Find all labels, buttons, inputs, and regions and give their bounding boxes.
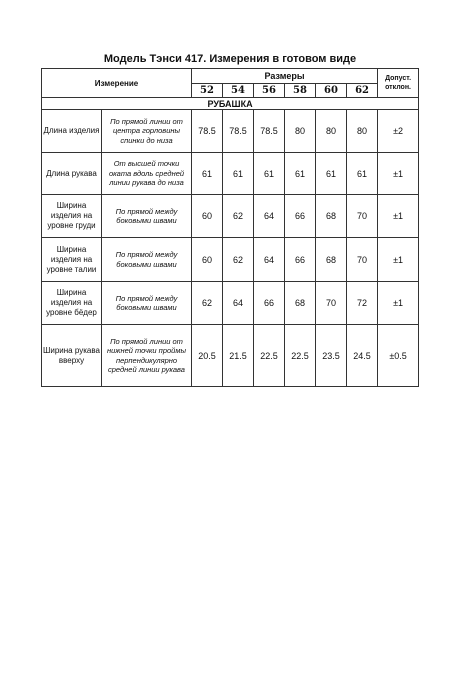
header-measure: Измерение <box>42 69 192 98</box>
row-method: По прямой линии от нижней точки проймы перпендикулярно средней линии рукава <box>102 325 192 387</box>
row-tolerance: ±1 <box>378 153 419 195</box>
row-value: 61 <box>316 153 347 195</box>
row-method: От высшей точки оката вдоль средней линии рукава до низа <box>102 153 192 195</box>
row-name: Длина изделия <box>42 110 102 153</box>
row-value: 64 <box>254 238 285 282</box>
row-value: 72 <box>347 282 378 325</box>
row-value: 60 <box>192 238 223 282</box>
row-value: 68 <box>316 195 347 238</box>
row-name: Ширина рукава вверху <box>42 325 102 387</box>
table-row <box>42 195 419 238</box>
table-row <box>42 282 419 325</box>
row-value: 61 <box>347 153 378 195</box>
row-value: 62 <box>192 282 223 325</box>
row-value: 66 <box>285 195 316 238</box>
row-name: Длина рукава <box>42 153 102 195</box>
row-value: 70 <box>347 238 378 282</box>
row-tolerance: ±2 <box>378 110 419 153</box>
row-value: 62 <box>223 195 254 238</box>
row-value: 64 <box>223 282 254 325</box>
size-cell: 54 <box>223 84 254 98</box>
row-tolerance: ±0.5 <box>378 325 419 387</box>
size-cell: 52 <box>192 84 223 98</box>
row-method: По прямой между боковыми швами <box>102 282 192 325</box>
row-value: 66 <box>254 282 285 325</box>
row-value: 62 <box>223 238 254 282</box>
row-value: 22.5 <box>285 325 316 387</box>
row-method: По прямой между боковыми швами <box>102 195 192 238</box>
row-value: 61 <box>192 153 223 195</box>
row-value: 80 <box>285 110 316 153</box>
row-value: 61 <box>254 153 285 195</box>
row-value: 24.5 <box>347 325 378 387</box>
row-value: 60 <box>192 195 223 238</box>
row-name: Ширина изделия на уровне талии <box>42 238 102 282</box>
row-tolerance: ±1 <box>378 282 419 325</box>
row-tolerance: ±1 <box>378 238 419 282</box>
size-cell: 60 <box>316 84 347 98</box>
table-body <box>42 110 419 387</box>
row-value: 78.5 <box>254 110 285 153</box>
row-tolerance: ±1 <box>378 195 419 238</box>
row-name: Ширина изделия на уровне груди <box>42 195 102 238</box>
row-value: 61 <box>223 153 254 195</box>
measurements-table <box>41 68 419 387</box>
header-sizes: Размеры <box>192 69 378 84</box>
row-value: 80 <box>347 110 378 153</box>
size-cell: 58 <box>285 84 316 98</box>
row-value: 78.5 <box>192 110 223 153</box>
header-tolerance: Допуст. отклон. <box>378 69 419 98</box>
document-title: Модель Тэнси 417. Измерения в готовом виде <box>103 53 357 65</box>
row-value: 68 <box>285 282 316 325</box>
row-value: 80 <box>316 110 347 153</box>
row-value: 64 <box>254 195 285 238</box>
row-value: 70 <box>316 282 347 325</box>
table-row <box>42 238 419 282</box>
table-row <box>42 325 419 387</box>
size-cell: 62 <box>347 84 378 98</box>
table-row <box>42 110 419 153</box>
table-row <box>42 153 419 195</box>
row-value: 70 <box>347 195 378 238</box>
row-value: 68 <box>316 238 347 282</box>
section-header: РУБАШКА <box>42 98 419 110</box>
row-value: 22.5 <box>254 325 285 387</box>
row-method: По прямой линии от центра горловины спинки до низа <box>102 110 192 153</box>
row-value: 61 <box>285 153 316 195</box>
row-value: 21.5 <box>223 325 254 387</box>
row-method: По прямой между боковыми швами <box>102 238 192 282</box>
row-name: Ширина изделия на уровне бёдер <box>42 282 102 325</box>
row-value: 23.5 <box>316 325 347 387</box>
size-cell: 56 <box>254 84 285 98</box>
row-value: 78.5 <box>223 110 254 153</box>
row-value: 66 <box>285 238 316 282</box>
row-value: 20.5 <box>192 325 223 387</box>
